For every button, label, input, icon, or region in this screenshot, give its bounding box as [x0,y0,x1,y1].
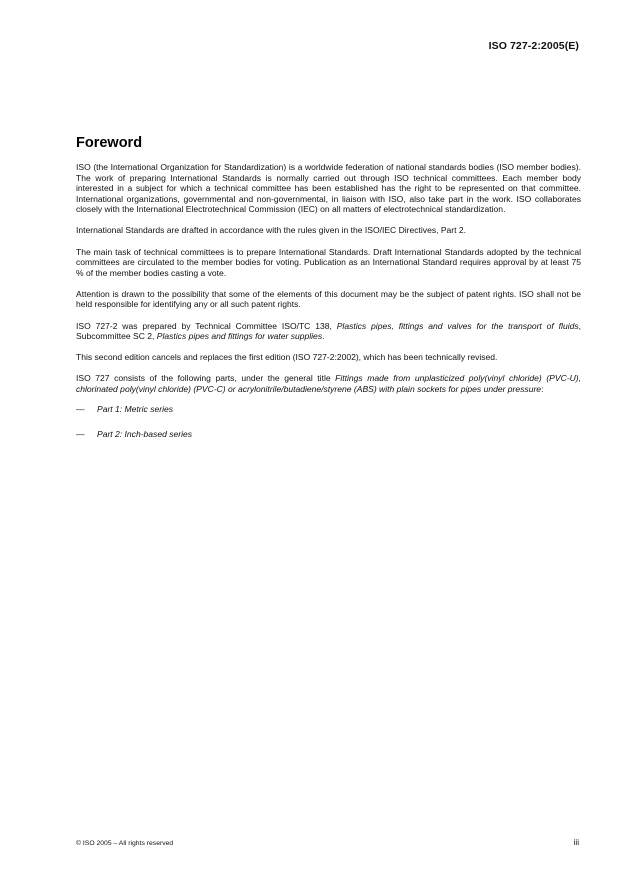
committee-title: Plastics pipes, fittings and valves for the transport of fluids [336,320,579,331]
general-title: Fittings made from unplasticized poly(vinyl chloride) (PVC-U), chlorinated poly(vinyl chloride) (PVC-C) or acrylonitrile/butadiene/styrene (ABS) with plain sockets for pipes under pressure [76,373,581,394]
paragraph-prepared-by [76,321,581,342]
paragraph-directives: International Standards are drafted in accordance with the rules given in the ISO/IEC Directives, Part 2. [76,225,467,236]
parts-intro-text: ISO 727 consists of the following parts, under the general title [76,373,336,384]
parts-intro-end: : [541,383,544,394]
page-number: iii [573,838,579,847]
paragraph-main-task: The main task of technical committees is to prepare International Standards. Draft International Standards adopted by the technical committees are circulated to the member bodies for voting. Publication as an International Standard requires approval by at least 75 % of the member bodies casting a vote. [76,246,581,278]
prepared-by-text: ISO 727-2 was prepared by Technical Committee ISO/TC 138, [76,320,337,331]
paragraph-parts-intro [76,373,581,394]
list-item [76,429,581,440]
part-2-label: Part 2: Inch-based series [97,429,193,440]
list-dash: — [76,429,85,440]
page-title: Foreword [76,135,143,151]
prepared-by-end: . [322,331,325,342]
paragraph-iso-intro: ISO (the International Organization for Standardization) is a worldwide federation of national standards bodies (ISO member bodies). The work of preparing International Standards is normally carried out through ISO technical committees. Each member body interested in a subject for which a technical committee has been established has the right to be represented on that committee. International organizations, governmental and non-governmental, in liaison with ISO, also take part in the work. ISO collaborates closely with the International Electrotechnical Commission (IEC) on all matters of electrotechnical standardization. [76,162,581,215]
foreword-section [76,135,581,454]
document-id-header: ISO 727-2:2005(E) [488,40,579,52]
subcommittee-text: , Subcommittee SC 2, [76,320,581,342]
copyright-footer: © ISO 2005 – All rights reserved [76,840,174,847]
paragraph-patent-rights: Attention is drawn to the possibility that some of the elements of this document may be the subject of patent rights. ISO shall not be held responsible for identifying any or all such patent rights. [76,288,581,310]
list-item [76,404,581,415]
subcommittee-title: Plastics pipes and fittings for water supplies [156,331,323,342]
list-dash: — [76,404,85,414]
part-1-label: Part 1: Metric series [97,404,173,414]
paragraph-edition: This second edition cancels and replaces the first edition (ISO 727-2:2002), which has been technically revised. [76,352,498,363]
